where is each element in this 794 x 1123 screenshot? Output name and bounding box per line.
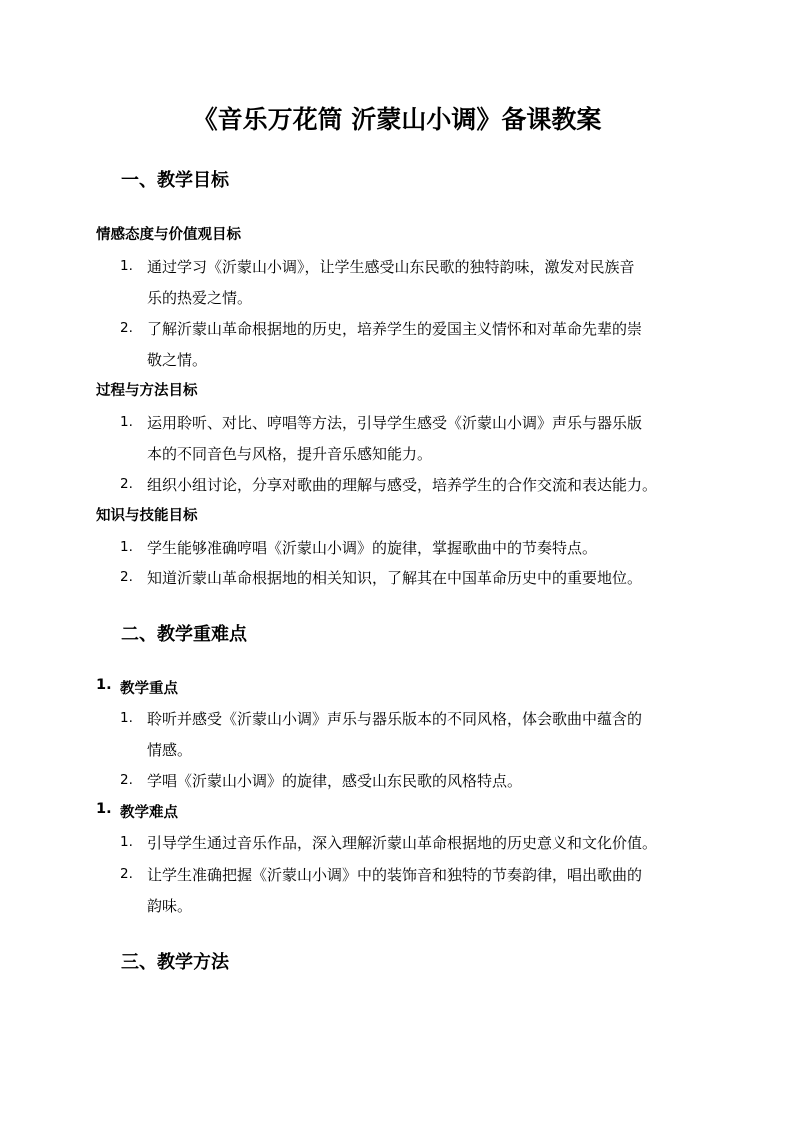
- section-heading-objectives: 一、教学目标: [121, 170, 229, 191]
- list-item-number: 2.: [120, 772, 133, 788]
- document-title: 《音乐万花筒 沂蒙山小调》备课教案: [192, 105, 602, 134]
- section-heading-methods: 三、教学方法: [121, 952, 229, 973]
- list-item-text: 情感。: [147, 741, 193, 759]
- list-item-number: 2.: [120, 866, 133, 882]
- list-item-text: 韵味。: [147, 897, 193, 915]
- subheading-number: 1.: [96, 677, 112, 693]
- list-item-text: 本的不同音色与风格，提升音乐感知能力。: [147, 445, 433, 463]
- list-item-text: 乐的热爱之情。: [147, 289, 253, 307]
- list-item-text: 敬之情。: [147, 351, 208, 369]
- list-item-number: 2.: [120, 476, 133, 492]
- list-item-text: 运用聆听、对比、哼唱等方法，引导学生感受《沂蒙山小调》声乐与器乐版: [147, 414, 643, 432]
- list-item-text: 学唱《沂蒙山小调》的旋律，感受山东民歌的风格特点。: [147, 772, 523, 790]
- list-item-number: 1.: [120, 258, 133, 274]
- list-item-text: 引导学生通过音乐作品，深入理解沂蒙山革命根据地的历史意义和文化价值。: [147, 834, 658, 852]
- list-item-text: 了解沂蒙山革命根据地的历史，培养学生的爱国主义情怀和对革命先辈的崇: [147, 320, 643, 338]
- subheading-difficulty: 教学难点: [120, 805, 178, 821]
- list-item-number: 1.: [120, 539, 133, 555]
- list-item-text: 通过学习《沂蒙山小调》，让学生感受山东民歌的独特韵味，激发对民族音: [147, 258, 635, 276]
- list-item-number: 2.: [120, 569, 133, 585]
- list-item-number: 2.: [120, 320, 133, 336]
- subheading-emotional-goals: 情感态度与价值观目标: [96, 227, 241, 243]
- subheading-knowledge-goals: 知识与技能目标: [96, 508, 198, 524]
- subheading-key-point: 教学重点: [120, 681, 178, 697]
- list-item-number: 1.: [120, 710, 133, 726]
- list-item-text: 知道沂蒙山革命根据地的相关知识，了解其在中国革命历史中的重要地位。: [147, 569, 643, 587]
- list-item-text: 组织小组讨论，分享对歌曲的理解与感受，培养学生的合作交流和表达能力。: [147, 476, 658, 494]
- list-item-text: 让学生准确把握《沂蒙山小调》中的装饰音和独特的节奏韵律，唱出歌曲的: [147, 866, 643, 884]
- list-item-number: 1.: [120, 834, 133, 850]
- section-heading-key-points: 二、教学重难点: [121, 624, 247, 645]
- subheading-number: 1.: [96, 801, 112, 817]
- list-item-text: 聆听并感受《沂蒙山小调》声乐与器乐版本的不同风格，体会歌曲中蕴含的: [147, 710, 643, 728]
- subheading-process-goals: 过程与方法目标: [96, 383, 198, 399]
- list-item-number: 1.: [120, 414, 133, 430]
- list-item-text: 学生能够准确哼唱《沂蒙山小调》的旋律，掌握歌曲中的节奏特点。: [147, 539, 598, 557]
